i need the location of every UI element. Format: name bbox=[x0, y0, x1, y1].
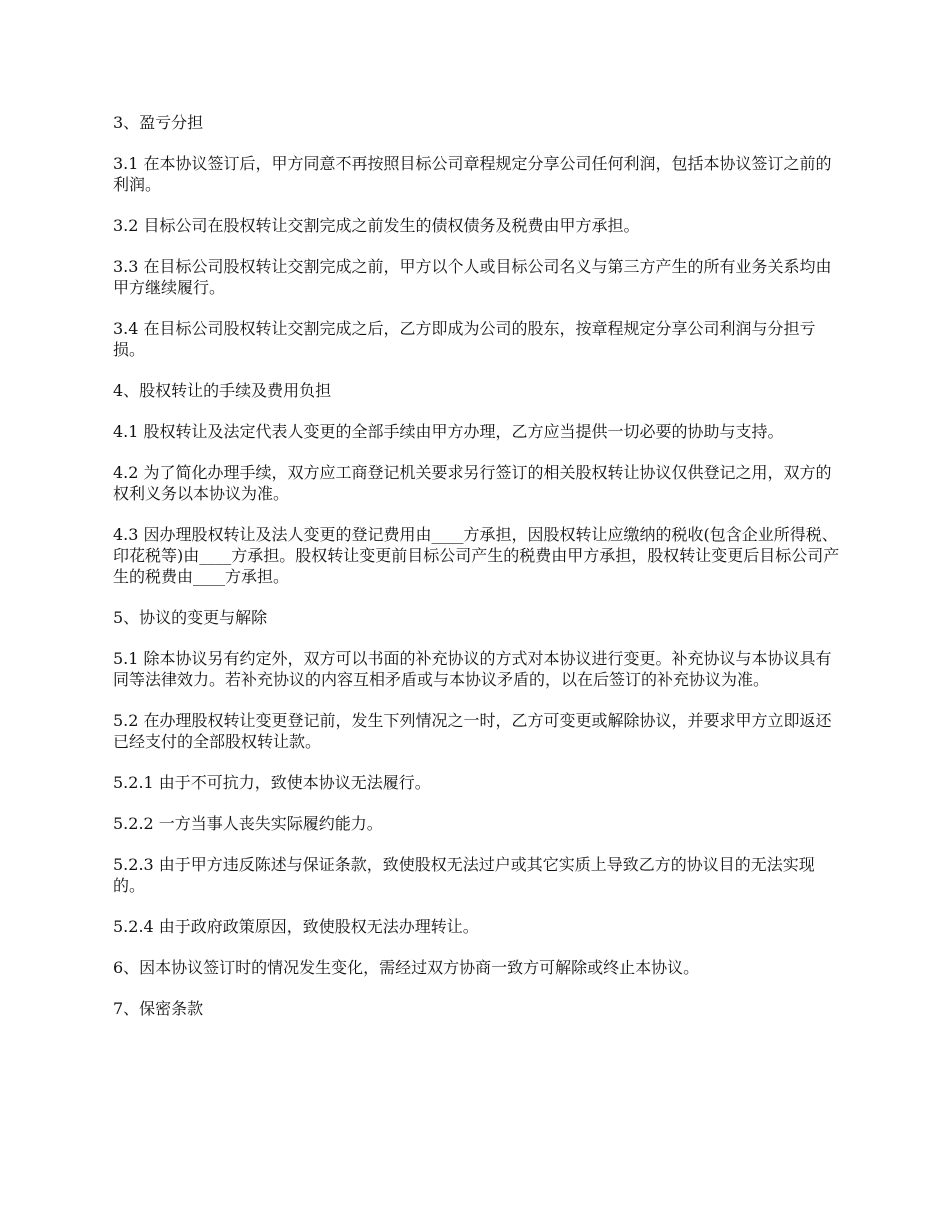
section-heading-profit-loss: 3、盈亏分担 bbox=[113, 113, 204, 132]
section-heading-confidentiality: 7、保密条款 bbox=[113, 999, 204, 1018]
clause-3-3: 3.3 在目标公司股权转让交割完成之前，甲方以个人或目标公司名义与第三方产生的所有业务关系均由甲方继续履行。 bbox=[113, 257, 832, 297]
clause-3-4: 3.4 在目标公司股权转让交割完成之后，乙方即成为公司的股东，按章程规定分享公司利润与分担亏损。 bbox=[113, 319, 816, 359]
clause-4-1: 4.1 股权转让及法定代表人变更的全部手续由甲方办理，乙方应当提供一切必要的协助与支持。 bbox=[113, 422, 784, 441]
clause-3-1: 3.1 在本协议签订后，甲方同意不再按照目标公司章程规定分享公司任何利润，包括本协议签订之前的利润。 bbox=[113, 154, 832, 194]
clause-4-2: 4.2 为了简化办理手续，双方应工商登记机关要求另行签订的相关股权转让协议仅供登记之用，双方的权利义务以本协议为准。 bbox=[113, 463, 832, 503]
clause-5-2-3: 5.2.3 由于甲方违反陈述与保证条款，致使股权无法过户或其它实质上导致乙方的协议目的无法实现的。 bbox=[113, 855, 815, 895]
section-heading-change-termination: 5、协议的变更与解除 bbox=[113, 608, 268, 627]
clause-4-3: 4.3 因办理股权转让及法人变更的登记费用由____方承担，因股权转让应缴纳的税收(包含企业所得税、印花税等)由____方承担。股权转让变更前目标公司产生的税费由甲方承担，股权转让变更后目标公司产生的税费由____方承担。 bbox=[113, 525, 840, 586]
clause-5-2-4: 5.2.4 由于政府政策原因，致使股权无法办理转让。 bbox=[113, 917, 479, 936]
clause-5-2: 5.2 在办理股权转让变更登记前，发生下列情况之一时，乙方可变更或解除协议，并要求甲方立即返还已经支付的全部股权转让款。 bbox=[113, 711, 832, 751]
clause-3-2: 3.2 目标公司在股权转让交割完成之前发生的债权债务及税费由甲方承担。 bbox=[113, 216, 640, 235]
clause-5-2-1: 5.2.1 由于不可抗力，致使本协议无法履行。 bbox=[113, 773, 431, 792]
clause-5-2-2: 5.2.2 一方当事人丧失实际履约能力。 bbox=[113, 814, 383, 833]
section-heading-transfer-procedures: 4、股权转让的手续及费用负担 bbox=[113, 381, 332, 400]
section-6: 6、因本协议签订时的情况发生变化，需经过双方协商一致方可解除或终止本协议。 bbox=[113, 958, 700, 977]
clause-5-1: 5.1 除本协议另有约定外，双方可以书面的补充协议的方式对本协议进行变更。补充协议与本协议具有同等法律效力。若补充协议的内容互相矛盾或与本协议矛盾的，以在后签订的补充协议为准。 bbox=[113, 649, 832, 689]
